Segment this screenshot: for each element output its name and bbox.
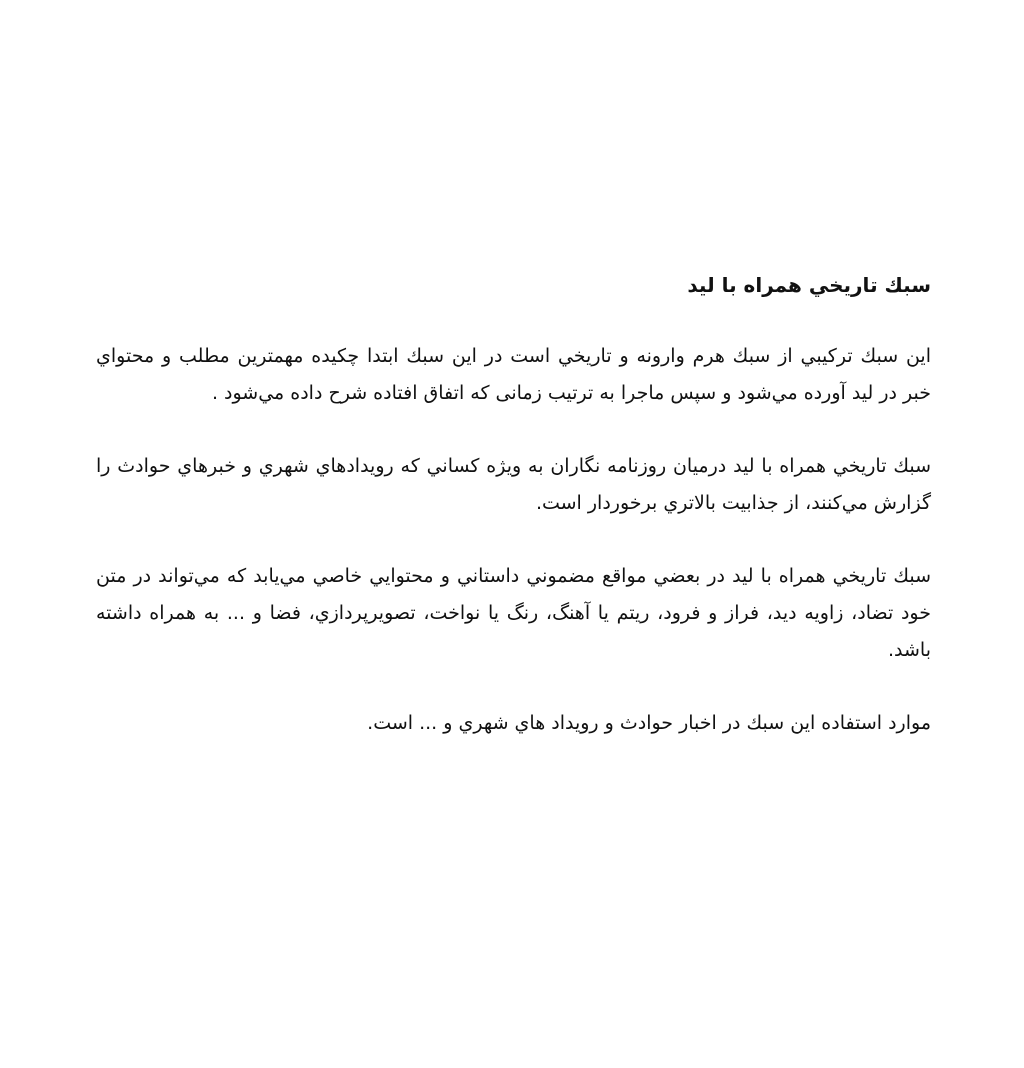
paragraph-4: موارد استفاده اين سبك در اخبار حوادث و رويداد هاي شهري و ... است.	[367, 712, 931, 734]
paragraph-2: سبك تاريخي همراه با ليد درميان روزنامه نگاران به ويژه كساني كه رويدادهاي شهري و خبرهاي حوادث را گزارش مي‌كنند، از جذابيت بالاتري برخوردار است.	[96, 455, 931, 514]
document-title: سبك تاريخي همراه با ليد	[687, 273, 931, 297]
paragraph-1: اين سبك تركيبي از سبك هرم وارونه و تاريخي است در اين سبك ابتدا چكيده مهمترين مطلب و محتواي خبر در ليد آورده مي‌شود و سپس ماجرا به ترتیب زمانی که اتفاق افتاده شرح داده مي‌شود .	[96, 345, 931, 404]
document-body	[96, 268, 931, 778]
paragraph-3: سبك تاريخي همراه با ليد در بعضي مواقع مضموني داستاني و محتوايي خاصي مي‌يابد كه مي‌تواند در متن خود تضاد، زاويه ديد، فراز و فرود، ريتم يا آهنگ، رنگ يا نواخت، تصويرپردازي، فضا و ... به همراه داشته باشد.	[96, 565, 931, 661]
